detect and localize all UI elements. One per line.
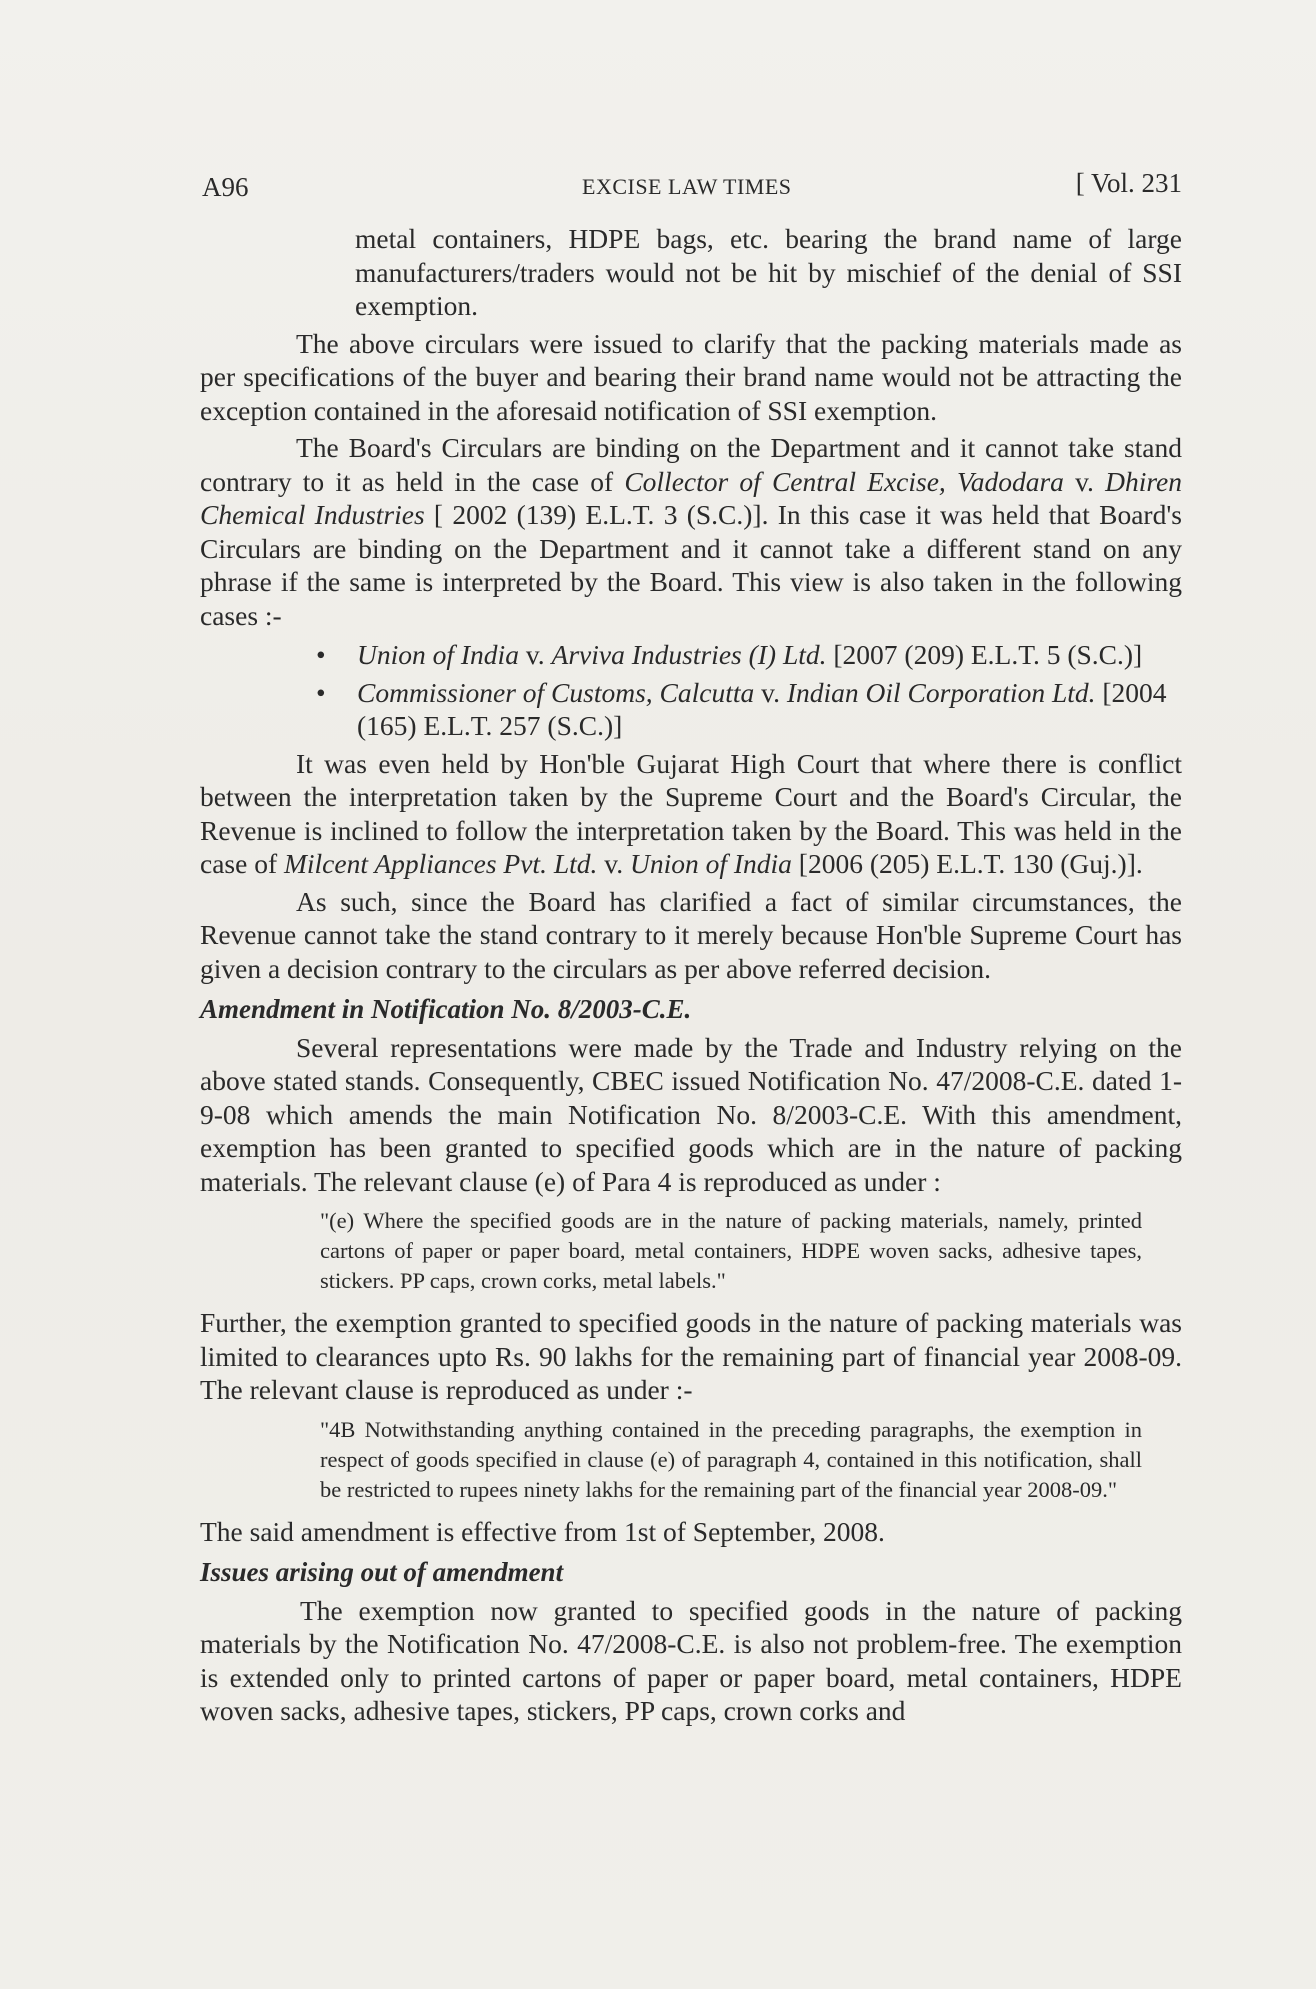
paragraph-effective-date: The said amendment is effective from 1st of September, 2008. <box>200 1515 885 1547</box>
case-name: Milcent Appliances Pvt. Ltd. <box>283 848 598 879</box>
paragraph-board-circulars: The Board's Circulars are binding on the Department and it cannot take stand contrary to it as held in the case of Collector of Central Excise, Vadodara v. Dhiren Chemical Industries [ 2002 (139) E.L.T. 3 (S.C.)]. In this case it was held that Board's Circulars are binding on the Department and it cannot take a different stand on any phrase if the same is interpreted by the Board. This view is also taken in the following cases :- <box>200 432 1183 631</box>
section-heading-issues: Issues arising out of amendment <box>200 1557 564 1587</box>
paragraph-as-such: As such, since the Board has clarified a fact of similar circumstances, the Revenue cannot take the stand contrary to it merely because Hon'ble Supreme Court has given a decision contrary to the circulars as per above referred decision. <box>200 885 1182 984</box>
bullet-icon: • <box>316 639 326 670</box>
paragraph-exemption-now: The exemption now granted to specified goods in the nature of packing materials by the Notification No. 47/2008-C.E. is also not problem-free. The exemption is extended only to printed cartons of paper or paper board, metal containers, HDPE woven sacks, adhesive tapes, stickers, PP caps, crown corks and <box>200 1594 1182 1726</box>
paragraph-representations: Several representations were made by the Trade and Industry relying on the above stated stands. Consequently, CBEC issued Notification No. 47/2008-C.E. dated 1-9-08 which amends the main Notification No. 8/2003-C.E. With this amendment, exemption has been granted to specified goods which are in the nature of packing materials. The relevant clause (e) of Para 4 is reproduced as under : <box>200 1031 1182 1197</box>
list-item: • Commissioner of Customs, Calcutta v. Indian Oil Corporation Ltd. [2004 (165) E.L.T. 257 (S.C.)] <box>316 676 1167 741</box>
page-header <box>202 168 1182 212</box>
journal-title: EXCISE LAW TIMES <box>582 174 792 199</box>
volume-label: [ Vol. 231 <box>1075 168 1182 198</box>
paragraph-further: Further, the exemption granted to specified goods in the nature of packing materials was limited to clearances upto Rs. 90 lakhs for the remaining part of financial year 2008-09. The relevant clause is reproduced as under :- <box>200 1307 1182 1405</box>
paragraph-circulars: The above circulars were issued to clarify that the packing materials made as per specifications of the buyer and bearing their brand name would not be attracting the exception contained in the aforesaid notification of SSI exemption. <box>200 327 1182 426</box>
case-name: Union of India <box>629 848 792 879</box>
case-list <box>200 638 1182 743</box>
bullet-icon: • <box>316 676 326 708</box>
case-name: Collector of Central Excise, Vadodara <box>624 465 1064 497</box>
page-number: A96 <box>202 172 249 202</box>
quoted-clause-4b: "4B Notwithstanding anything contained in the preceding paragraphs, the exemption in respect of goods specified in clause (e) of paragraph 4, contained in this notification, shall be restricted to rupees ninety lakhs for the remaining part of the financial year 2008-09." <box>320 1416 1142 1502</box>
list-item: • Union of India v. Arviva Industries (I) Ltd. [2007 (209) E.L.T. 5 (S.C.)] <box>316 639 1143 670</box>
quoted-clause-e: "(e) Where the specified goods are in the nature of packing materials, namely, printed cartons of paper or paper board, metal containers, HDPE woven sacks, adhesive tapes, stickers. PP caps, crown corks, metal labels." <box>320 1208 1142 1293</box>
section-heading-amendment: Amendment in Notification No. 8/2003-C.E. <box>200 994 692 1024</box>
case-name: Dhiren Chemical Industries <box>200 465 1182 530</box>
page-body <box>200 222 1182 1728</box>
paragraph-gujarat-high-court: It was even held by Hon'ble Gujarat High Court that where there is conflict between the interpretation taken by the Supreme Court and the Board's Circular, the Revenue is inclined to follow the interpretation taken by the Board. This was held in the case of Milcent Appliances Pvt. Ltd. v. Union of India [2006 (205) E.L.T. 130 (Guj.)]. <box>200 747 1182 879</box>
continued-paragraph: metal containers, HDPE bags, etc. bearing the brand name of large manufacturers/traders would not be hit by mischief of the denial of SSI exemption. <box>355 223 1182 321</box>
